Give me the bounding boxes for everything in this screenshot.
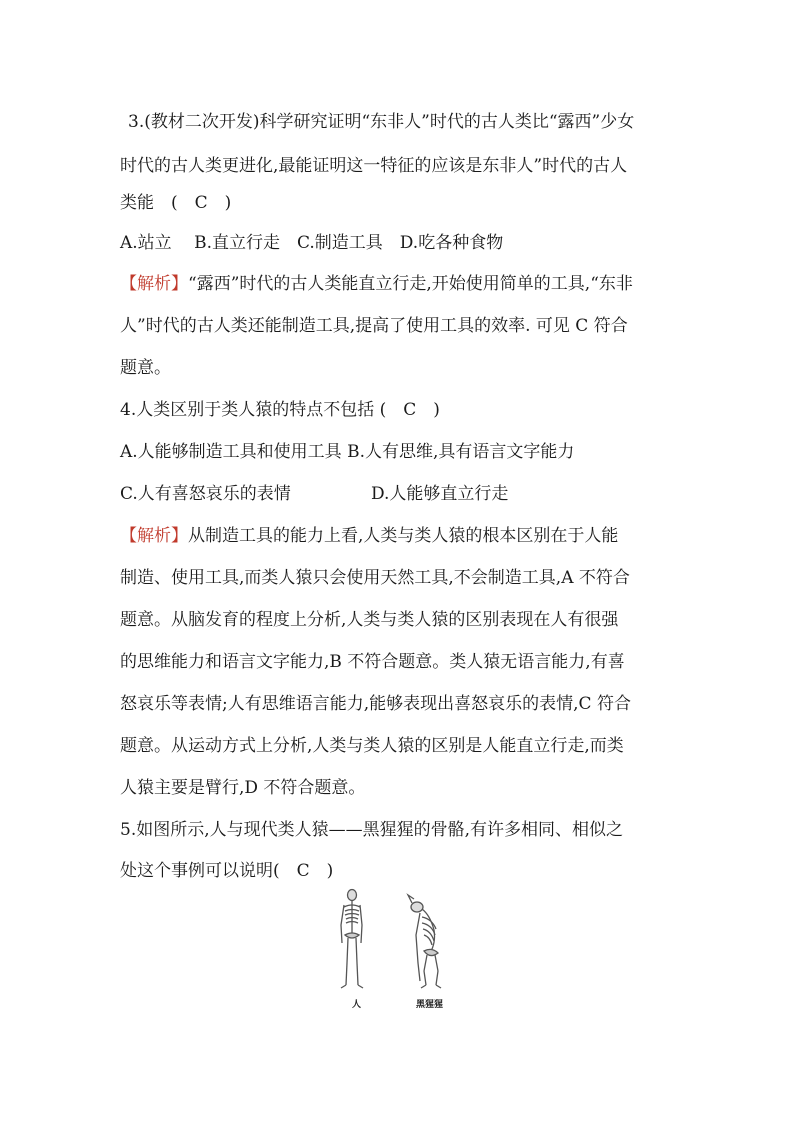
q3-stem-line-2: 时代的古人类更进化,最能证明这一特征的应该是东非人”时代的古人 <box>120 156 628 176</box>
human-label: 人 <box>352 1000 362 1010</box>
q4-analysis-line-4: 的思维能力和语言文字能力,B 不符合题意。类人猿无语言能力,有喜 <box>120 652 625 672</box>
q3-stem-line-3: 类能 ( C ) <box>120 193 232 213</box>
skeleton-illustration <box>330 885 465 995</box>
q4-option-c: C.人有喜怒哀乐的表情 <box>120 484 291 504</box>
analysis-label: 【解析】 <box>120 274 188 294</box>
chimpanzee-label: 黑猩猩 <box>416 1000 444 1010</box>
q4-analysis-line-5: 怒哀乐等表情;人有思维语言能力,能够表现出喜怒哀乐的表情,C 符合 <box>120 694 631 714</box>
q3-analysis-line-2: 人”时代的古人类还能制造工具,提高了使用工具的效率. 可见 C 符合 <box>120 316 628 336</box>
q4-stem: 4.人类区别于类人猿的特点不包括 ( C ) <box>120 400 440 420</box>
q3-analysis-text-1: “露西”时代的古人类能直立行走,开始使用简单的工具,“东非 <box>188 274 633 294</box>
q3-options: A.站立 B.直立行走 C.制造工具 D.吃各种食物 <box>120 233 504 253</box>
analysis-label: 【解析】 <box>120 526 188 546</box>
chimpanzee-skeleton <box>408 895 441 988</box>
skeleton-figure <box>330 885 465 1015</box>
q4-analysis-line-1 <box>120 524 618 548</box>
q4-analysis-line-3: 题意。从脑发育的程度上分析,人类与类人猿的区别表现在人有很强 <box>120 610 619 630</box>
q3-stem-line-1: 3.(教材二次开发)科学研究证明“东非人”时代的古人类比“露西”少女 <box>128 112 635 132</box>
q3-analysis-line-3: 题意。 <box>120 358 171 378</box>
q4-option-d: D.人能够直立行走 <box>371 484 509 504</box>
q4-analysis-text-1: 从制造工具的能力上看,人类与类人猿的根本区别在于人能 <box>188 526 619 546</box>
q3-analysis-line-1 <box>120 272 633 296</box>
q4-options-ab: A.人能够制造工具和使用工具 B.人有思维,具有语言文字能力 <box>120 442 575 462</box>
q5-stem-line-2: 处这个事例可以说明( C ) <box>120 861 334 881</box>
human-skeleton <box>341 890 363 989</box>
q4-analysis-line-6: 题意。从运动方式上分析,人类与类人猿的区别是人能直立行走,而类 <box>120 736 624 756</box>
q4-analysis-line-7: 人猿主要是臂行,D 不符合题意。 <box>120 778 366 798</box>
q4-analysis-line-2: 制造、使用工具,而类人猿只会使用天然工具,不会制造工具,A 不符合 <box>120 568 630 588</box>
q5-stem-line-1: 5.如图所示,人与现代类人猿——黑猩猩的骨骼,有许多相同、相似之 <box>120 820 624 840</box>
